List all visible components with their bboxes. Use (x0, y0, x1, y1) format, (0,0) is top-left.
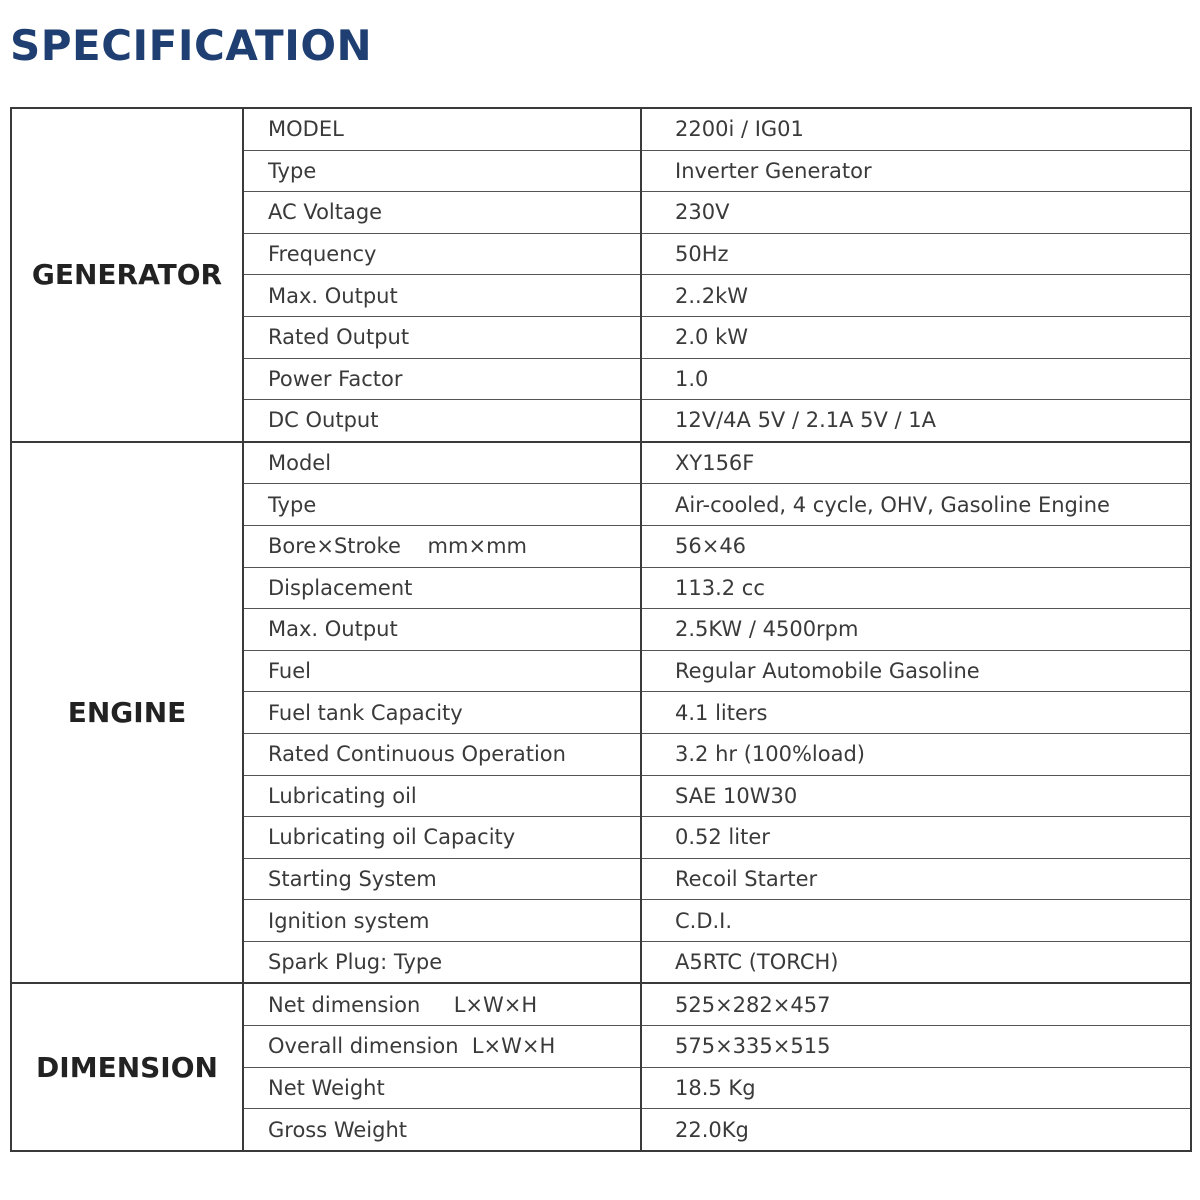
spec-value: 1.0 (641, 358, 1191, 400)
specification-table-body (11, 108, 1191, 1151)
spec-label: Displacement (243, 567, 641, 609)
spec-label: Net dimension L×W×H (243, 983, 641, 1025)
spec-label: AC Voltage (243, 192, 641, 234)
spec-label: Fuel (243, 650, 641, 692)
table-row (11, 983, 1191, 1025)
spec-value: 0.52 liter (641, 817, 1191, 859)
spec-value: 575×335×515 (641, 1026, 1191, 1068)
spec-label: Max. Output (243, 275, 641, 317)
spec-label: Spark Plug: Type (243, 941, 641, 983)
spec-label: Lubricating oil (243, 775, 641, 817)
spec-label: Net Weight (243, 1067, 641, 1109)
spec-label: Fuel tank Capacity (243, 692, 641, 734)
spec-value: 2200i / IG01 (641, 108, 1191, 150)
spec-label: Rated Output (243, 316, 641, 358)
spec-label: Bore×Stroke mm×mm (243, 525, 641, 567)
spec-label: Ignition system (243, 900, 641, 942)
spec-label: Rated Continuous Operation (243, 733, 641, 775)
spec-value: SAE 10W30 (641, 775, 1191, 817)
spec-value: 525×282×457 (641, 983, 1191, 1025)
spec-value: 230V (641, 192, 1191, 234)
spec-label: Power Factor (243, 358, 641, 400)
spec-value: 56×46 (641, 525, 1191, 567)
spec-value: 2.0 kW (641, 316, 1191, 358)
spec-label: Frequency (243, 233, 641, 275)
spec-value: 4.1 liters (641, 692, 1191, 734)
spec-value: A5RTC (TORCH) (641, 941, 1191, 983)
category-engine: ENGINE (11, 442, 243, 984)
table-row (11, 108, 1191, 150)
spec-value: 12V/4A 5V / 2.1A 5V / 1A (641, 400, 1191, 442)
spec-label: Gross Weight (243, 1109, 641, 1151)
spec-value: 50Hz (641, 233, 1191, 275)
spec-label: Lubricating oil Capacity (243, 817, 641, 859)
table-row (11, 442, 1191, 484)
spec-value: 22.0Kg (641, 1109, 1191, 1151)
spec-value: Regular Automobile Gasoline (641, 650, 1191, 692)
spec-label: Type (243, 150, 641, 192)
spec-label: Model (243, 442, 641, 484)
spec-value: 113.2 cc (641, 567, 1191, 609)
spec-label: MODEL (243, 108, 641, 150)
spec-value: Inverter Generator (641, 150, 1191, 192)
category-generator: GENERATOR (11, 108, 243, 442)
category-dimension: DIMENSION (11, 983, 243, 1150)
spec-label: Max. Output (243, 609, 641, 651)
spec-value: 2..2kW (641, 275, 1191, 317)
spec-label: Overall dimension L×W×H (243, 1026, 641, 1068)
spec-label: DC Output (243, 400, 641, 442)
spec-label: Starting System (243, 858, 641, 900)
spec-value: C.D.I. (641, 900, 1191, 942)
page-title: SPECIFICATION (10, 21, 373, 70)
spec-value: XY156F (641, 442, 1191, 484)
spec-label: Type (243, 484, 641, 526)
specification-table (10, 107, 1192, 1152)
spec-value: 18.5 Kg (641, 1067, 1191, 1109)
spec-value: Air-cooled, 4 cycle, OHV, Gasoline Engine (641, 484, 1191, 526)
spec-value: 2.5KW / 4500rpm (641, 609, 1191, 651)
spec-value: 3.2 hr (100%load) (641, 733, 1191, 775)
spec-value: Recoil Starter (641, 858, 1191, 900)
